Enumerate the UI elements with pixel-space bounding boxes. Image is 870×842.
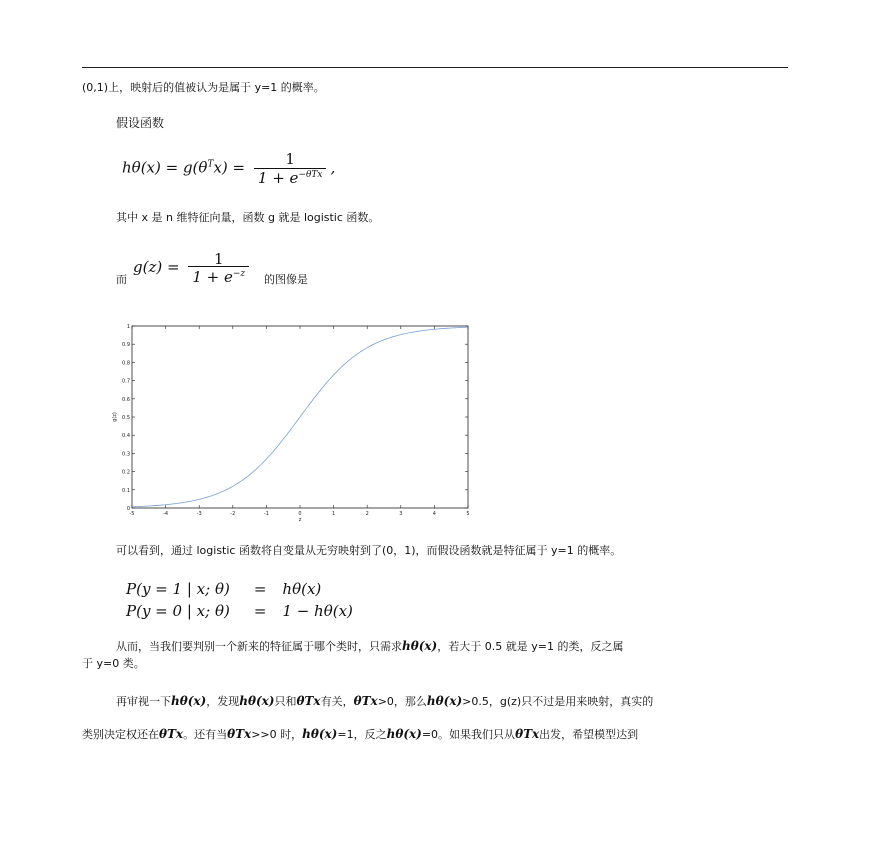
intro-line (82, 81, 325, 95)
y-tick-label: 0.9 (122, 342, 130, 349)
y-tick-label: 0.5 (122, 415, 130, 421)
math: θTx (353, 694, 378, 708)
g-equation (133, 252, 253, 284)
x-tick-label: 4 (432, 511, 436, 517)
g-fraction (188, 252, 249, 284)
y-tick-label: 0.4 (122, 433, 130, 440)
prob-row-2 (126, 601, 361, 621)
math: θTx (159, 727, 184, 741)
x-tick-label: -1 (263, 511, 269, 517)
prob-op: = (253, 580, 267, 598)
text: 出发，希望模型达到 (539, 728, 639, 741)
text: >>0 时， (251, 728, 303, 741)
sigmoid-curve (132, 327, 468, 507)
text: 。还有当 (183, 728, 228, 741)
y-tick-label: 1 (126, 324, 130, 330)
text: 再审视一下 (116, 695, 171, 708)
g-lhs: g(z) = (133, 258, 180, 276)
g-den-exp: −z (232, 269, 246, 279)
text: =0。如果我们只从 (421, 728, 516, 741)
x-axis-label: z (298, 517, 302, 523)
hypothesis-equation (122, 150, 335, 187)
text: 有关， (320, 695, 354, 708)
prob-rhs: 1 − hθ(x) (282, 602, 353, 620)
g-denominator (188, 267, 249, 284)
eq-den-base: 1 + e (257, 169, 299, 187)
x-tick-label: 0 (298, 511, 302, 517)
eq-numerator: 1 (254, 150, 327, 169)
g-numerator: 1 (188, 252, 249, 267)
math: hθ(x) (426, 694, 463, 708)
x-tick-label: -2 (230, 511, 236, 517)
prob-row-1 (126, 579, 361, 599)
text: 类别决定权还在 (82, 728, 159, 741)
text: 只和 (274, 695, 297, 708)
x-tick-label: 2 (365, 511, 369, 517)
y-axis-label: g(z) (112, 412, 118, 422)
text: >0.5，g(z)只不过是用来映射，真实的 (462, 695, 654, 708)
y-tick-label: 0.1 (122, 487, 130, 494)
eq-den-exp: −θTx (298, 170, 323, 180)
math: hθ(x) (239, 694, 275, 708)
sigmoid-chart (110, 318, 480, 528)
y-tick-label: 0.2 (122, 469, 130, 476)
math: hθ(x) (302, 727, 338, 741)
para1-line2: 于 y=0 类。 (82, 657, 145, 670)
g-suffix: 的图像是 (264, 273, 308, 286)
y-tick-label: 0.3 (122, 451, 130, 458)
intro-text: (0,1)上，映射后的值被认为是属于 y=1 的概率。 (82, 81, 325, 94)
x-tick-label: -3 (196, 511, 202, 517)
x-tick-label: 5 (466, 511, 470, 517)
math: hθ(x) (402, 639, 438, 653)
text: >0，那么 (377, 695, 427, 708)
eq-sup: T (207, 159, 214, 170)
header-rule (82, 67, 788, 68)
prob-rhs: hθ(x) (282, 580, 322, 598)
y-tick-label: 0.8 (122, 360, 130, 367)
g-prefix: 而 (116, 273, 127, 286)
explain-line: 其中 x 是 n 维特征向量，函数 g 就是 logistic 函数。 (116, 211, 380, 224)
eq-lhs: hθ(x) = g(θ (122, 158, 208, 177)
text: 从而，当我们要判别一个新来的特征属于哪个类时，只需求 (116, 640, 402, 653)
y-tick-label: 0.7 (122, 378, 130, 385)
hypothesis-heading: 假设函数 (116, 116, 165, 130)
math: θTx (227, 727, 252, 741)
probability-equations (124, 577, 363, 623)
g-den-base: 1 + e (192, 268, 233, 286)
para2-line2 (82, 727, 638, 742)
para1-line1 (116, 639, 623, 654)
x-tick-label: 1 (332, 511, 336, 517)
x-tick-label: -5 (129, 511, 135, 517)
eq-mid: x) = (213, 158, 246, 177)
eq-tail: , (330, 158, 336, 177)
text: =1，反之 (337, 728, 387, 741)
math: hθ(x) (171, 694, 207, 708)
y-tick-label: 0.6 (122, 396, 130, 403)
eq-denominator (254, 169, 327, 187)
para2-line1 (116, 694, 653, 709)
text: ，若大于 0.5 就是 y=1 的类，反之属 (437, 640, 624, 653)
eq-fraction (254, 150, 327, 187)
prob-op: = (253, 602, 267, 620)
math: θTx (296, 694, 321, 708)
y-tick-label: 0 (126, 506, 130, 512)
prob-lhs: P(y = 1 | x; θ) (126, 580, 230, 598)
x-tick-label: -4 (163, 511, 169, 517)
prob-lhs: P(y = 0 | x; θ) (126, 602, 230, 620)
after-chart-line: 可以看到，通过 logistic 函数将自变量从无穷映射到了(0，1)，而假设函数就是特征属于 y=1 的概率。 (116, 544, 622, 557)
x-tick-label: 3 (399, 511, 403, 517)
math: θTx (515, 727, 540, 741)
math: hθ(x) (386, 727, 422, 741)
text: ，发现 (206, 695, 240, 708)
